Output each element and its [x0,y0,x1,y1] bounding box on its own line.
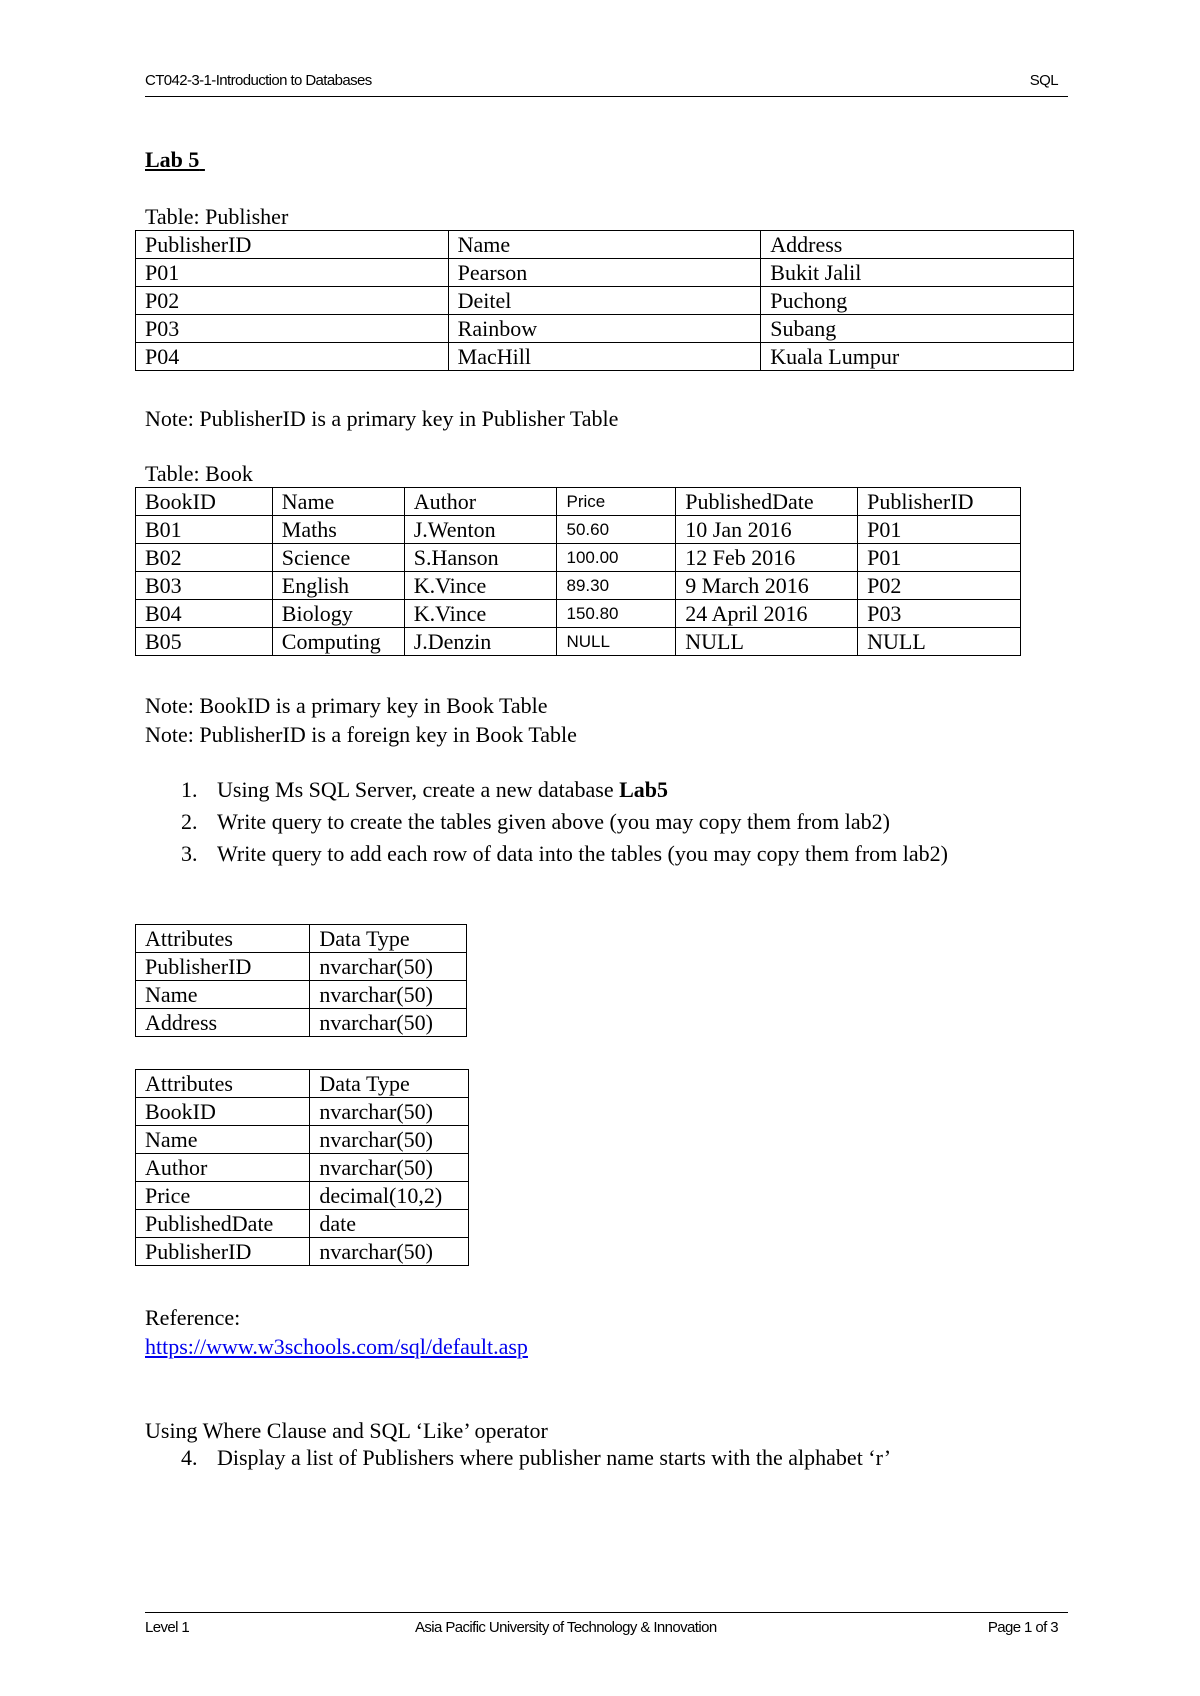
table-cell: Maths [272,516,404,544]
table-row [136,1126,469,1154]
table-row [136,1009,467,1037]
table-row [136,572,1021,600]
header-topic: SQL [1029,72,1058,89]
list-item: 1. Using Ms SQL Server, create a new database Lab5 [181,777,669,802]
table-cell: Kuala Lumpur [761,343,1074,371]
table-cell: J.Denzin [404,628,557,656]
table-cell: B05 [136,628,273,656]
database-name: Lab5 [619,777,669,802]
table-row [136,315,1074,343]
list-item: 3. Write query to add each row of data into the tables (you may copy them from lab2) [181,841,948,866]
table-row [136,981,467,1009]
reference-link-wrap [145,1333,528,1361]
table-cell: Price [136,1182,310,1210]
table-row [136,544,1021,572]
table-row [136,1182,469,1210]
table-cell: B04 [136,600,273,628]
table-header-row [136,231,1074,259]
table-cell: P03 [136,315,449,343]
reference-link[interactable]: https://www.w3schools.com/sql/default.asp [145,1334,528,1359]
table-row [136,953,467,981]
table-cell: Author [404,488,557,516]
table-header-row [136,488,1021,516]
table-cell: Subang [761,315,1074,343]
table-cell: BookID [136,1098,310,1126]
table-cell: Data Type [310,925,467,953]
table-cell: Attributes [136,1070,310,1098]
table-cell: 12 Feb 2016 [676,544,858,572]
table-cell: Name [136,981,310,1009]
table-row [136,259,1074,287]
table-cell: Price [557,488,676,516]
table-row [136,628,1021,656]
table-cell: B03 [136,572,273,600]
table-cell: nvarchar(50) [310,1009,467,1037]
header-course: CT042-3-1-Introduction to Databases [145,72,372,89]
section-like-heading: Using Where Clause and SQL ‘Like’ operator [145,1418,548,1443]
book-table [135,487,1021,656]
table-cell: Rainbow [448,315,761,343]
table-cell: 9 March 2016 [676,572,858,600]
steps-list [145,774,948,870]
table-cell: NULL [557,628,676,656]
table-cell: decimal(10,2) [310,1182,469,1210]
table-cell: Biology [272,600,404,628]
table-row [136,600,1021,628]
table-cell: nvarchar(50) [310,1126,469,1154]
table-cell: BookID [136,488,273,516]
table-row [136,287,1074,315]
lab-title: Lab 5 [145,147,200,172]
table-header-row [136,1070,469,1098]
publisher-types-table [135,924,467,1037]
table-cell: Science [272,544,404,572]
note-book-fk: Note: PublisherID is a foreign key in Book Table [145,722,577,747]
table-cell: B01 [136,516,273,544]
table-cell: nvarchar(50) [310,1098,469,1126]
table-cell: NULL [676,628,858,656]
publisher-table [135,230,1074,371]
table-row [136,516,1021,544]
table-cell: Name [272,488,404,516]
table-cell: J.Wenton [404,516,557,544]
table-cell: MacHill [448,343,761,371]
table-row [136,343,1074,371]
table-cell: P01 [858,516,1021,544]
table-cell: 50.60 [557,516,676,544]
table-cell: nvarchar(50) [310,1154,469,1182]
table-cell: nvarchar(50) [310,981,467,1009]
note-publisher-pk: Note: PublisherID is a primary key in Publisher Table [145,406,619,431]
table-cell: S.Hanson [404,544,557,572]
table-cell: Name [448,231,761,259]
table-cell: Name [136,1126,310,1154]
table-cell: nvarchar(50) [310,1238,469,1266]
table-cell: 150.80 [557,600,676,628]
reference-label: Reference: [145,1305,241,1330]
table-cell: K.Vince [404,600,557,628]
table-row [136,1098,469,1126]
table-row [136,1154,469,1182]
table-cell: Address [136,1009,310,1037]
table-cell: PublisherID [136,1238,310,1266]
table-row [136,1210,469,1238]
table-cell: 10 Jan 2016 [676,516,858,544]
table-cell: Deitel [448,287,761,315]
table-cell: PublishedDate [136,1210,310,1238]
table-cell: nvarchar(50) [310,953,467,981]
table-cell: 89.30 [557,572,676,600]
table-cell: P02 [136,287,449,315]
footer-level: Level 1 [145,1619,190,1636]
table-cell: Data Type [310,1070,469,1098]
table-cell: Address [761,231,1074,259]
table-cell: Bukit Jalil [761,259,1074,287]
steps-list-like [145,1442,891,1474]
list-item: 4. Display a list of Publishers where publisher name starts with the alphabet ‘r’ [181,1445,892,1470]
table-cell: PublisherID [858,488,1021,516]
table-cell: PublisherID [136,231,449,259]
list-item: 2. Write query to create the tables given above (you may copy them from lab2) [181,809,890,834]
book-table-caption: Table: Book [145,461,253,486]
table-cell: P01 [136,259,449,287]
table-cell: Puchong [761,287,1074,315]
table-cell: 24 April 2016 [676,600,858,628]
table-cell: Pearson [448,259,761,287]
table-cell: Author [136,1154,310,1182]
footer-page: Page 1 of 3 [987,1619,1058,1636]
table-cell: 100.00 [557,544,676,572]
table-cell: English [272,572,404,600]
table-cell: P03 [858,600,1021,628]
note-book-pk: Note: BookID is a primary key in Book Table [145,693,548,718]
table-cell: K.Vince [404,572,557,600]
publisher-table-caption: Table: Publisher [145,204,289,229]
page-footer [145,1612,1068,1636]
footer-institution: Asia Pacific University of Technology & Innovation [415,1619,717,1636]
table-cell: NULL [858,628,1021,656]
table-cell: Attributes [136,925,310,953]
page-header [145,72,1068,97]
table-cell: date [310,1210,469,1238]
table-header-row [136,925,467,953]
table-cell: P01 [858,544,1021,572]
table-cell: Computing [272,628,404,656]
table-cell: B02 [136,544,273,572]
table-cell: P04 [136,343,449,371]
table-cell: P02 [858,572,1021,600]
book-types-table [135,1069,469,1266]
table-cell: PublisherID [136,953,310,981]
table-row [136,1238,469,1266]
table-cell: PublishedDate [676,488,858,516]
